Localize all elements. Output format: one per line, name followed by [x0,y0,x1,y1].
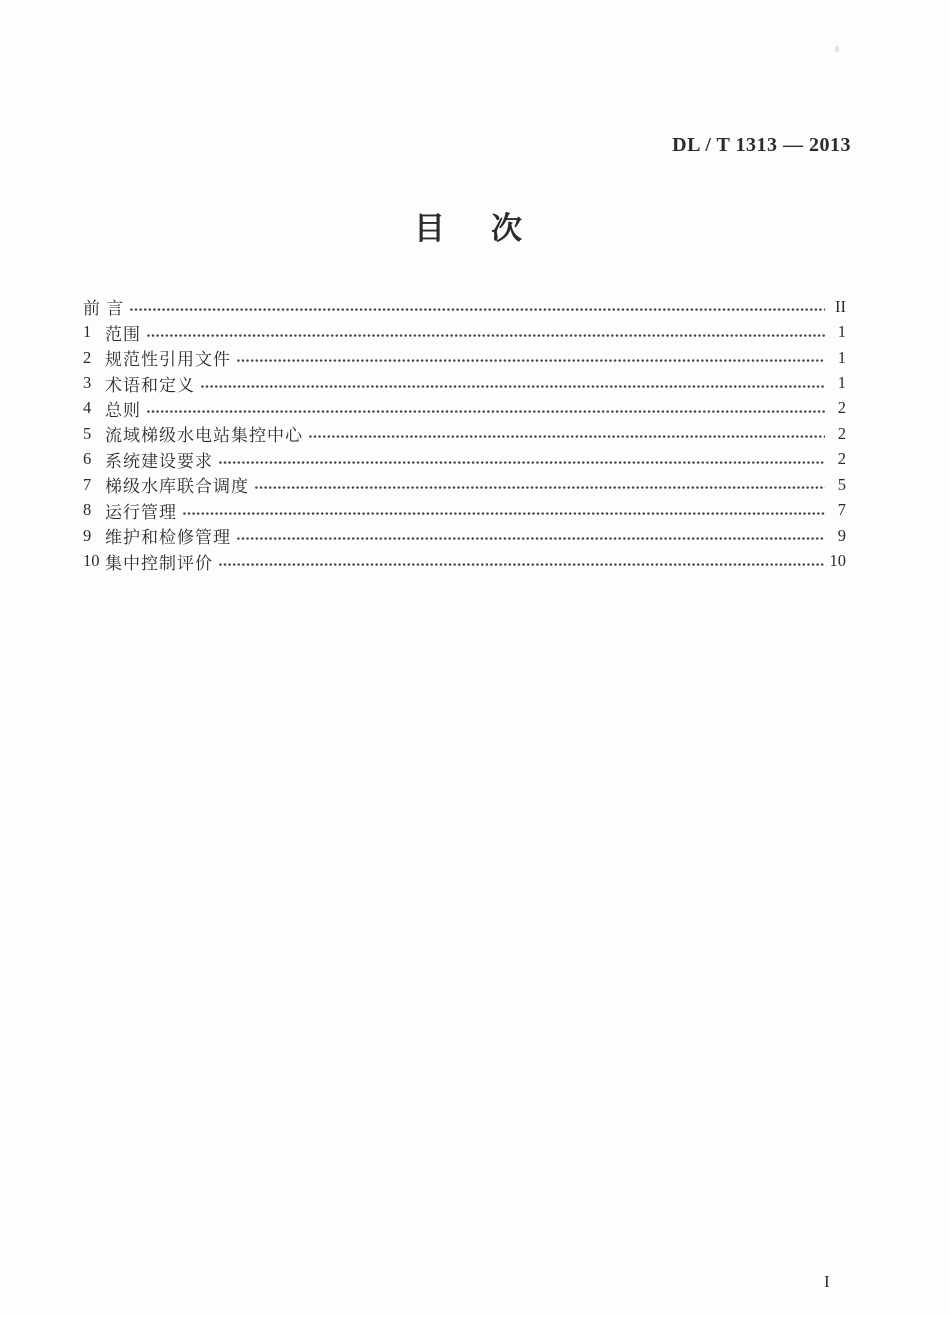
page-title: 目次 [414,211,568,246]
toc-entry-label: 术语和定义 [105,375,195,395]
toc-entry-page: 2 [837,423,846,443]
dot-leader [147,324,825,341]
toc-entry [83,370,846,395]
toc-entry-number: 5 [83,423,92,443]
toc-entry-label: 范围 [105,324,141,344]
toc-entry [83,345,846,370]
toc-entry-page: 1 [837,347,846,367]
toc-entry-label: 前 言 [83,299,125,319]
toc-entry-number: 4 [83,398,92,418]
dot-leader [183,502,825,519]
toc-entry-page: 5 [837,474,846,494]
dot-leader [219,553,825,570]
dot-leader [237,527,825,544]
dot-leader [309,425,825,442]
standard-code: DL / T 1313 — 2013 [672,134,851,156]
toc-entry-number: 2 [83,347,92,367]
toc-entry-number: 9 [83,525,92,545]
toc-entry-number: 7 [83,474,92,494]
toc-entry-number: 3 [83,373,92,393]
toc-entry-number: 8 [83,500,92,520]
toc-entry-page: 9 [837,525,846,545]
toc-entry-label: 集中控制评价 [105,553,213,573]
toc-list [83,294,846,574]
dot-leader [147,400,825,417]
toc-entry-label: 维护和检修管理 [105,528,231,548]
toc-entry [83,319,846,344]
toc-entry [83,548,846,573]
toc-entry-label: 系统建设要求 [105,451,213,471]
dot-leader [219,451,825,468]
toc-entry [83,294,846,319]
dot-leader [130,298,825,315]
dot-leader [255,476,825,493]
toc-entry-page: 1 [837,373,846,393]
toc-entry [83,498,846,523]
toc-entry-page: 10 [829,551,846,571]
toc-entry-label: 梯级水库联合调度 [105,477,249,497]
toc-entry-page: 2 [837,449,846,469]
page-number: I [824,1272,830,1291]
toc-entry-page: 7 [837,500,846,520]
toc-entry-label: 规范性引用文件 [105,350,231,370]
toc-entry-label: 流域梯级水电站集控中心 [105,426,303,446]
toc-entry [83,523,846,548]
toc-entry [83,421,846,446]
toc-entry-number: 6 [83,449,92,469]
toc-entry-page: II [835,296,846,316]
toc-entry-label: 总则 [105,400,141,420]
toc-entry [83,396,846,421]
toc-entry-number: 1 [83,322,92,342]
toc-entry [83,447,846,472]
toc-entry-label: 运行管理 [105,502,177,522]
toc-entry-page: 1 [837,322,846,342]
dot-leader [237,349,825,366]
dot-leader [201,375,825,392]
toc-entry-number: 10 [83,551,100,571]
toc-entry-page: 2 [837,398,846,418]
toc-entry [83,472,846,497]
scan-speck-artifact [835,46,839,52]
